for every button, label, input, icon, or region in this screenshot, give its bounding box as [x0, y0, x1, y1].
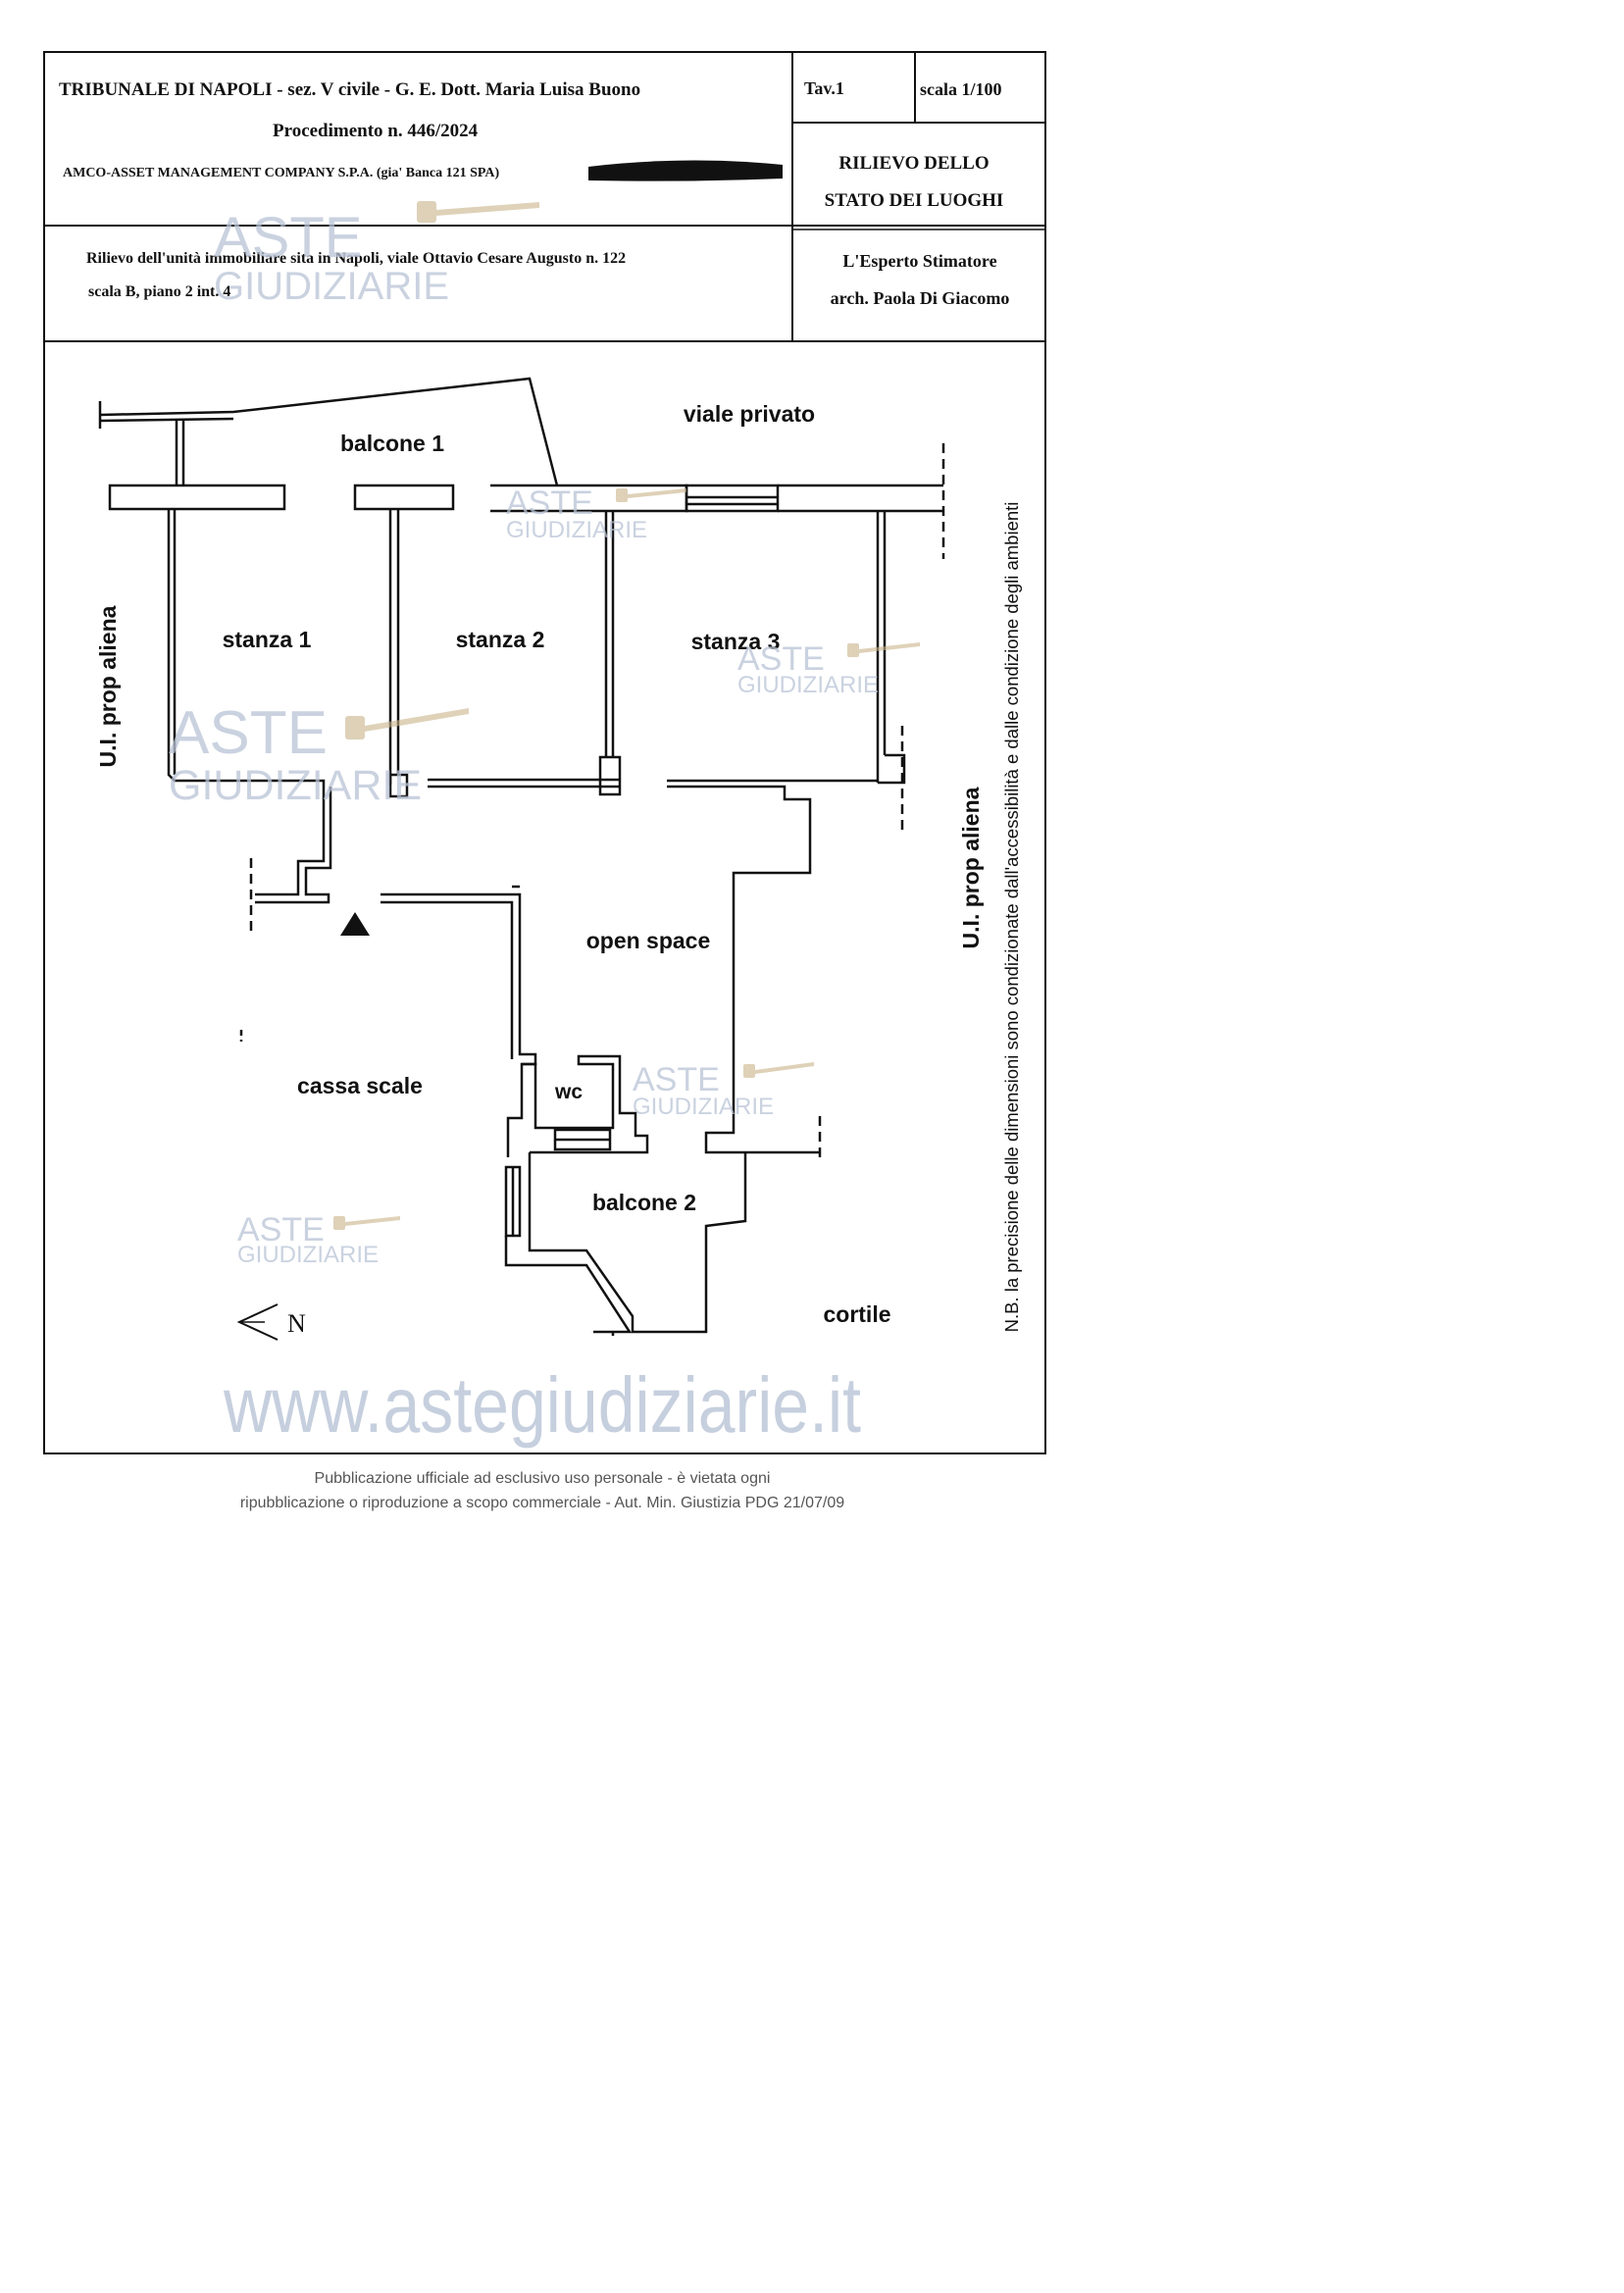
room-label-open-space: open space [585, 928, 711, 953]
watermark-giudiziarie: GIUDIZIARIE [633, 1094, 775, 1120]
watermark-5 [633, 1061, 814, 1120]
parties-text: AMCO-ASSET MANAGEMENT COMPANY S.P.A. (gia' Banca 121 SPA) [63, 166, 500, 180]
watermark-giudiziarie: GIUDIZIARIE [506, 517, 648, 543]
procedure-number: Procedimento n. 446/2024 [273, 121, 479, 141]
room-label-balcone1: balcone 1 [339, 431, 445, 456]
room-label-stanza3: stanza 3 [690, 629, 781, 654]
room-label-cassa-scale: cassa scale [297, 1073, 423, 1098]
watermark-aste: ASTE [214, 206, 363, 270]
north-arrow-icon [239, 1304, 278, 1340]
watermark-aste: ASTE [737, 640, 825, 678]
description-line2: scala B, piano 2 int. 4 [88, 283, 231, 300]
room-label-stanza2: stanza 2 [455, 627, 545, 652]
room-label-wc: wc [554, 1081, 584, 1103]
tav-label: Tav.1 [804, 78, 844, 98]
watermark-giudiziarie: GIUDIZIARIE [214, 265, 450, 308]
sheet-title-line1: RILIEVO DELLO [838, 153, 990, 174]
gavel-icon [333, 1216, 400, 1230]
watermark-aste: ASTE [237, 1211, 325, 1248]
side-label-right: U.I. prop aliena [958, 787, 984, 949]
room-label-viale: viale privato [683, 401, 816, 427]
room-label-cortile: cortile [823, 1301, 891, 1327]
gavel-icon [743, 1062, 814, 1078]
north-label: N [287, 1309, 306, 1338]
room-label-balcone2: balcone 2 [591, 1190, 697, 1215]
footer-line2: ripubblicazione o riproduzione a scopo commerciale - Aut. Min. Giustizia PDG 21/07/09 [239, 1495, 845, 1511]
watermark-aste: ASTE [506, 484, 593, 522]
watermark-aste: ASTE [633, 1061, 720, 1098]
watermark-3 [737, 640, 920, 698]
floor-plan-sheet [0, 0, 1091, 1542]
note-vertical: N.B. la precisione delle dimensioni sono condizionate dall'accessibilità e dalle condizione degli ambienti [1001, 501, 1022, 1333]
description-line1: Rilievo dell'unità immobiliare sita in Napoli, viale Ottavio Cesare Augusto n. 122 [86, 250, 627, 267]
scale-label: scala 1/100 [920, 79, 1002, 99]
watermark-website: www.astegiudiziarie.it [223, 1361, 861, 1449]
sheet-title-line2: STATO DEI LUOGHI [824, 190, 1004, 211]
gavel-icon [417, 201, 539, 223]
entrance-arrow [340, 912, 370, 936]
watermark-giudiziarie: GIUDIZIARIE [237, 1242, 380, 1268]
watermark-aste: ASTE [169, 699, 328, 767]
room-label-stanza1: stanza 1 [222, 627, 312, 652]
watermark-4 [169, 699, 469, 809]
court-header: TRIBUNALE DI NAPOLI - sez. V civile - G. E. Dott. Maria Luisa Buono [59, 79, 641, 100]
gavel-icon [345, 708, 469, 739]
watermark-6 [237, 1211, 400, 1268]
watermark-2 [506, 484, 686, 543]
expert-name: arch. Paola Di Giacomo [830, 288, 1010, 308]
footer-line1: Pubblicazione ufficiale ad esclusivo uso personale - è vietata ogni [314, 1470, 771, 1487]
redaction-mark [588, 160, 783, 180]
watermark-giudiziarie: GIUDIZIARIE [169, 762, 423, 809]
expert-role: L'Esperto Stimatore [842, 251, 997, 271]
watermark-giudiziarie: GIUDIZIARIE [737, 672, 880, 698]
side-label-left: U.I. prop aliena [95, 605, 121, 768]
gavel-icon [616, 488, 686, 502]
